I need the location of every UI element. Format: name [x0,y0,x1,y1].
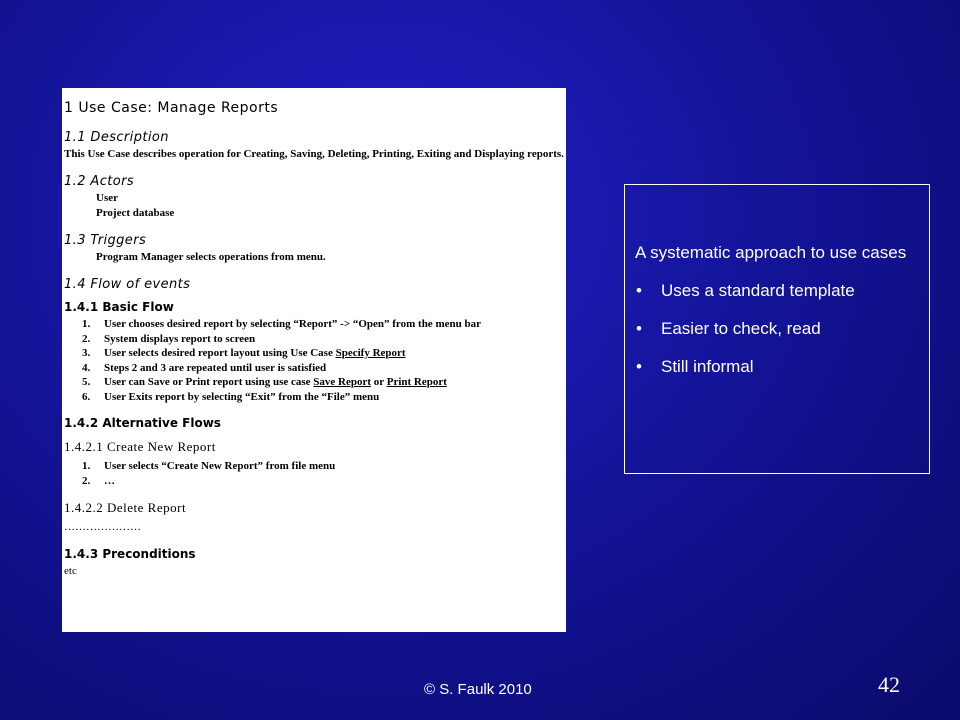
use-case-document [62,88,566,632]
create-report-step: 1. User selects “Create New Report” from file menu [82,460,336,472]
basic-flow-heading: 1.4.1 Basic Flow [64,300,174,314]
callout-bullet: • Easier to check, read [635,317,919,341]
delete-report-text: ………………… [64,521,141,533]
bullet-icon: • [636,357,642,376]
description-heading: 1.1 Description [64,130,169,145]
bullet-icon: • [636,281,642,300]
callout-bullet-list [635,279,919,379]
actor-item: User [96,192,118,204]
page-number: 42 [878,672,900,697]
create-report-step: 2. … [82,474,115,487]
basic-flow-steps [64,317,566,404]
triggers-heading: 1.3 Triggers [64,233,147,248]
basic-flow-step: 2. System displays report to screen [82,332,256,345]
save-report-link[interactable]: Save Report [313,376,372,388]
triggers-text: Program Manager selects operations from menu. [96,251,326,263]
callout-bullet: • Still informal [635,355,919,379]
basic-flow-step: 5. User can Save or Print report using use case Save Report or Print Report [82,376,447,388]
flow-heading: 1.4 Flow of events [64,277,191,292]
preconditions-text: etc [64,565,77,577]
basic-flow-step: 3. User selects desired report layout using Use Case Specify Report [82,347,406,359]
callout-bullet: • Uses a standard template [635,279,919,303]
alternative-flows-heading: 1.4.2 Alternative Flows [64,416,221,430]
actors-heading: 1.2 Actors [64,174,135,189]
copyright-footer: © S. Faulk 2010 [424,681,532,698]
callout-intro: A systematic approach to use cases [635,243,907,262]
basic-flow-step: 6. User Exits report by selecting “Exit” from the “File” menu [82,390,380,403]
specify-report-link[interactable]: Specify Report [335,347,406,359]
description-text: This Use Case describes operation for Creating, Saving, Deleting, Printing, Exiting and Displaying reports. [64,148,564,160]
delete-report-heading: 1.4.2.2 Delete Report [64,500,187,515]
create-report-heading: 1.4.2.1 Create New Report [64,439,216,454]
bullet-icon: • [636,319,642,338]
actor-item: Project database [96,207,175,219]
basic-flow-step: 4. Steps 2 and 3 are repeated until user is satisfied [82,361,327,374]
document-title: 1 Use Case: Manage Reports [64,100,279,116]
preconditions-heading: 1.4.3 Preconditions [64,547,196,561]
create-report-steps [64,459,566,488]
callout-box [624,184,930,474]
basic-flow-step: 1. User chooses desired report by selecting “Report” -> “Open” from the menu bar [82,318,481,330]
print-report-link[interactable]: Print Report [386,376,447,388]
